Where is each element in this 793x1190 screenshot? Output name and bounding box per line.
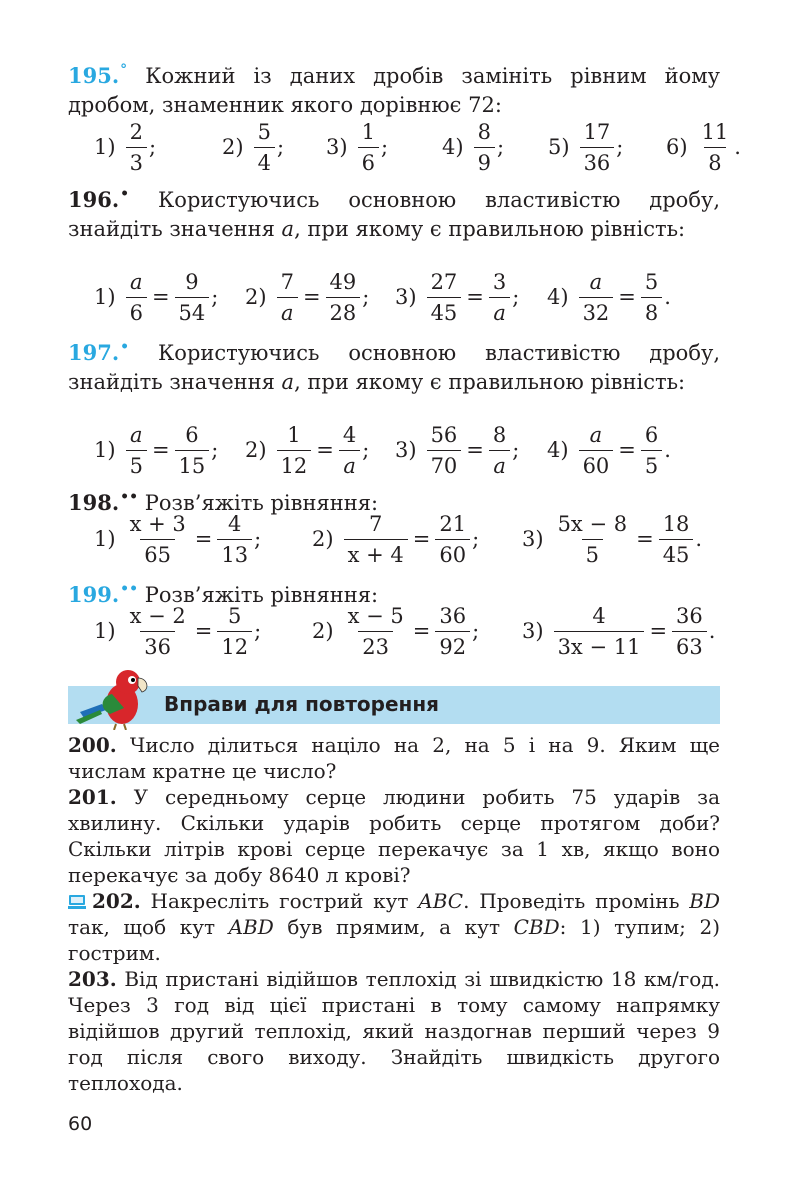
numerator: 8 bbox=[492, 422, 507, 447]
punctuation: ; bbox=[276, 135, 285, 159]
fraction bbox=[698, 119, 733, 176]
numerator: 1 bbox=[361, 119, 375, 144]
exercise-200-statement bbox=[68, 732, 720, 784]
angle-cbd: CBD bbox=[513, 915, 560, 939]
exercise-item bbox=[94, 419, 218, 481]
denominator: 6 bbox=[126, 297, 147, 326]
item-label: 6) bbox=[666, 135, 688, 159]
fraction-left bbox=[344, 603, 408, 660]
equals-sign: = bbox=[412, 527, 431, 551]
denominator: 5 bbox=[582, 539, 603, 568]
denominator: 12 bbox=[217, 631, 252, 660]
exercise-195-statement bbox=[68, 56, 720, 120]
exercise-item bbox=[245, 266, 369, 328]
fraction bbox=[254, 119, 275, 176]
numerator: 3 bbox=[492, 269, 507, 294]
numerator: 5 bbox=[644, 269, 659, 294]
page-number: 60 bbox=[68, 1113, 93, 1135]
numerator: a bbox=[589, 269, 603, 294]
item-label: 2) bbox=[312, 619, 334, 643]
section-banner bbox=[68, 686, 720, 724]
exercise-item bbox=[442, 116, 504, 178]
fraction-left bbox=[579, 269, 614, 326]
exercise-item bbox=[522, 600, 715, 662]
fraction bbox=[126, 119, 147, 176]
exercise-item bbox=[326, 116, 388, 178]
numerator: 17 bbox=[583, 119, 611, 144]
equals-sign: = bbox=[649, 619, 668, 643]
punctuation: ; bbox=[616, 135, 624, 159]
fraction-right bbox=[489, 422, 510, 479]
exercise-text: Кожний із даних дробів замініть рівним йому дробом, знаменник якого дорівнює 72: bbox=[68, 64, 720, 117]
exercise-195 bbox=[68, 56, 720, 120]
exercise-item bbox=[222, 116, 284, 178]
numerator: a bbox=[589, 422, 603, 447]
exercise-199-items bbox=[68, 600, 728, 662]
numerator: 21 bbox=[439, 511, 467, 536]
equals-sign: = bbox=[412, 619, 431, 643]
equals-sign: = bbox=[316, 438, 334, 462]
denominator: 70 bbox=[427, 450, 462, 479]
exercise-number: 202. bbox=[92, 889, 141, 913]
numerator: x + 3 bbox=[129, 511, 186, 536]
denominator: 8 bbox=[704, 147, 725, 176]
equals-sign: = bbox=[194, 619, 213, 643]
fraction-left bbox=[277, 422, 312, 479]
numerator: 11 bbox=[701, 119, 729, 144]
exercise-text: Користуючись основною властивістю дробу, знайдіть значення bbox=[68, 341, 720, 394]
exercise-number: 203. bbox=[68, 967, 117, 991]
denominator: 6 bbox=[358, 147, 379, 176]
numerator: a bbox=[129, 422, 143, 447]
exercise-number: 195.° bbox=[68, 62, 128, 88]
denominator: 36 bbox=[580, 147, 615, 176]
numerator: 6 bbox=[644, 422, 659, 447]
denominator: x + 4 bbox=[344, 539, 408, 568]
denominator: 65 bbox=[140, 539, 175, 568]
item-label: 1) bbox=[94, 285, 116, 309]
fraction-left bbox=[126, 422, 147, 479]
numerator: 27 bbox=[430, 269, 458, 294]
fraction-right bbox=[217, 511, 252, 568]
denominator: 54 bbox=[175, 297, 210, 326]
numerator: 36 bbox=[439, 603, 467, 628]
fraction-left bbox=[126, 603, 190, 660]
numerator: 5x − 8 bbox=[557, 511, 628, 536]
item-label: 3) bbox=[522, 527, 544, 551]
fraction bbox=[358, 119, 379, 176]
ray-bd: BD bbox=[689, 889, 720, 913]
fraction-left bbox=[126, 269, 147, 326]
text-part: . Проведіть промінь bbox=[463, 889, 690, 913]
item-label: 3) bbox=[395, 285, 417, 309]
denominator: 45 bbox=[427, 297, 462, 326]
punctuation: ; bbox=[472, 619, 480, 643]
exercise-text: Від пристані відійшов теплохід зі швидкістю 18 км/год. Через 3 год від цієї пристані в тому самому напрямку відійшов другий теплохід, який наздогнав перший через 9 год після свого виходу. Знайдіть швидкість другого теплохода. bbox=[68, 967, 720, 1095]
exercise-202-statement bbox=[68, 888, 720, 966]
exercise-197-items bbox=[68, 419, 728, 481]
punctuation: ; bbox=[362, 438, 370, 462]
exercise-number: 199.•• bbox=[68, 581, 139, 607]
numerator: 7 bbox=[280, 269, 294, 294]
denominator: 3x − 11 bbox=[554, 631, 645, 660]
exercise-196-statement bbox=[68, 180, 720, 244]
exercise-200 bbox=[68, 732, 720, 784]
punctuation: ; bbox=[211, 438, 219, 462]
exercise-201-statement bbox=[68, 784, 720, 888]
punctuation: ; bbox=[148, 135, 157, 159]
punctuation: . bbox=[664, 285, 671, 309]
numerator: 5 bbox=[228, 603, 242, 628]
exercise-item bbox=[395, 266, 519, 328]
fraction-left bbox=[579, 422, 614, 479]
denominator: a bbox=[489, 450, 510, 479]
fraction-right bbox=[435, 511, 470, 568]
equals-sign: = bbox=[618, 438, 636, 462]
exercise-item bbox=[547, 266, 671, 328]
denominator: a bbox=[277, 297, 298, 326]
item-label: 1) bbox=[94, 135, 116, 159]
fraction-left bbox=[554, 511, 632, 568]
exercise-198-items bbox=[68, 508, 728, 570]
equals-sign: = bbox=[466, 438, 484, 462]
equals-sign: = bbox=[466, 285, 484, 309]
denominator: 60 bbox=[579, 450, 614, 479]
item-label: 4) bbox=[442, 135, 464, 159]
denominator: 3 bbox=[126, 147, 147, 176]
computer-icon bbox=[68, 895, 86, 909]
text-part: так, щоб кут bbox=[68, 915, 229, 939]
denominator: a bbox=[339, 450, 360, 479]
fraction bbox=[474, 119, 495, 176]
fraction-right bbox=[326, 269, 361, 326]
fraction-right bbox=[641, 422, 662, 479]
exercise-203-statement bbox=[68, 966, 720, 1096]
denominator: 63 bbox=[672, 631, 707, 660]
item-label: 1) bbox=[94, 619, 116, 643]
exercise-text: Число ділиться націло на 2, на 5 і на 9. Яким ще числам кратне це число? bbox=[68, 733, 720, 783]
punctuation: ; bbox=[254, 527, 262, 551]
exercise-197 bbox=[68, 333, 720, 397]
denominator: 45 bbox=[659, 539, 694, 568]
item-label: 3) bbox=[522, 619, 544, 643]
angle-abd: ABD bbox=[228, 915, 274, 939]
item-label: 5) bbox=[548, 135, 570, 159]
numerator: 9 bbox=[185, 269, 199, 294]
numerator: 56 bbox=[430, 422, 458, 447]
numerator: x − 5 bbox=[347, 603, 404, 628]
exercise-number: 200. bbox=[68, 733, 117, 757]
equals-sign: = bbox=[194, 527, 213, 551]
exercise-item bbox=[312, 600, 479, 662]
numerator: 4 bbox=[342, 422, 357, 447]
denominator: 36 bbox=[140, 631, 175, 660]
equals-sign: = bbox=[151, 438, 170, 462]
text-part: Накресліть гострий кут bbox=[150, 889, 419, 913]
item-label: 2) bbox=[312, 527, 334, 551]
numerator: 2 bbox=[129, 119, 143, 144]
exercise-number: 197.• bbox=[68, 339, 130, 365]
punctuation: ; bbox=[254, 619, 262, 643]
exercise-item bbox=[547, 419, 671, 481]
exercise-197-statement bbox=[68, 333, 720, 397]
exercise-number: 198.•• bbox=[68, 489, 139, 515]
item-label: 4) bbox=[547, 285, 569, 309]
denominator: 8 bbox=[641, 297, 662, 326]
denominator: a bbox=[489, 297, 510, 326]
exercise-196 bbox=[68, 180, 720, 244]
numerator: 4 bbox=[228, 511, 242, 536]
numerator: 1 bbox=[287, 422, 301, 447]
exercise-item bbox=[94, 266, 218, 328]
numerator: 18 bbox=[662, 511, 690, 536]
fraction-right bbox=[435, 603, 470, 660]
item-label: 2) bbox=[245, 438, 267, 462]
numerator: 8 bbox=[477, 119, 491, 144]
fraction-left bbox=[344, 511, 408, 568]
numerator: a bbox=[129, 269, 143, 294]
denominator: 12 bbox=[277, 450, 312, 479]
equals-sign: = bbox=[302, 285, 321, 309]
numerator: 5 bbox=[257, 119, 271, 144]
punctuation: . bbox=[664, 438, 671, 462]
punctuation: . bbox=[695, 527, 703, 551]
item-label: 2) bbox=[245, 285, 267, 309]
exercise-item bbox=[245, 419, 369, 481]
exercise-number: 201. bbox=[68, 785, 117, 809]
exercise-text: Розв’яжіть рівняння: bbox=[144, 583, 379, 607]
punctuation: ; bbox=[472, 527, 480, 551]
fraction-right bbox=[175, 269, 210, 326]
exercise-item bbox=[666, 116, 741, 178]
fraction-left bbox=[277, 269, 298, 326]
denominator: 92 bbox=[435, 631, 470, 660]
exercise-item bbox=[94, 508, 261, 570]
equals-sign: = bbox=[151, 285, 170, 309]
exercise-item bbox=[395, 419, 519, 481]
denominator: 60 bbox=[435, 539, 470, 568]
exercise-text-end: , при якому є правильною рівність: bbox=[294, 217, 686, 241]
punctuation: . bbox=[708, 619, 716, 643]
denominator: 4 bbox=[254, 147, 275, 176]
exercise-item bbox=[94, 600, 261, 662]
denominator: 5 bbox=[641, 450, 662, 479]
exercise-text-end: , при якому є правильною рівність: bbox=[294, 370, 686, 394]
section-title: Вправи для повторення bbox=[164, 692, 440, 716]
exercise-text: Користуючись основною властивістю дробу, знайдіть значення bbox=[68, 188, 720, 241]
exercise-item bbox=[548, 116, 623, 178]
variable-a: a bbox=[281, 370, 295, 394]
exercise-201 bbox=[68, 784, 720, 888]
numerator: 49 bbox=[329, 269, 357, 294]
numerator: 4 bbox=[592, 603, 606, 628]
denominator: 13 bbox=[217, 539, 252, 568]
fraction-right bbox=[217, 603, 252, 660]
punctuation: ; bbox=[211, 285, 219, 309]
parrot-icon bbox=[72, 664, 156, 730]
fraction-right bbox=[489, 269, 510, 326]
exercise-number: 196.• bbox=[68, 186, 130, 212]
fraction bbox=[580, 119, 615, 176]
denominator: 23 bbox=[358, 631, 393, 660]
numerator: 7 bbox=[368, 511, 383, 536]
item-label: 3) bbox=[326, 135, 348, 159]
fraction-right bbox=[339, 422, 360, 479]
exercise-text: Розв’яжіть рівняння: bbox=[144, 491, 379, 515]
item-label: 4) bbox=[547, 438, 569, 462]
fraction-left bbox=[554, 603, 645, 660]
item-label: 1) bbox=[94, 438, 116, 462]
punctuation: . bbox=[734, 135, 741, 159]
punctuation: ; bbox=[362, 285, 370, 309]
denominator: 32 bbox=[579, 297, 614, 326]
denominator: 15 bbox=[175, 450, 210, 479]
equals-sign: = bbox=[636, 527, 654, 551]
fraction-left bbox=[126, 511, 190, 568]
variable-a: a bbox=[281, 217, 295, 241]
exercise-195-items bbox=[68, 116, 741, 178]
fraction-right bbox=[175, 422, 210, 479]
punctuation: ; bbox=[496, 135, 505, 159]
item-label: 2) bbox=[222, 135, 244, 159]
fraction-right bbox=[641, 269, 662, 326]
text-part: : 1) тупим; 2) гострим. bbox=[68, 915, 720, 965]
exercise-item bbox=[94, 116, 156, 178]
exercise-196-items bbox=[68, 266, 728, 328]
exercise-item bbox=[522, 508, 702, 570]
numerator: 6 bbox=[185, 422, 199, 447]
angle-abc: ABC bbox=[418, 889, 464, 913]
punctuation: ; bbox=[512, 438, 520, 462]
exercise-item bbox=[312, 508, 479, 570]
fraction-right bbox=[672, 603, 707, 660]
punctuation: ; bbox=[512, 285, 520, 309]
fraction-left bbox=[427, 269, 462, 326]
item-label: 3) bbox=[395, 438, 417, 462]
item-label: 1) bbox=[94, 527, 116, 551]
denominator: 5 bbox=[126, 450, 147, 479]
numerator: x − 2 bbox=[129, 603, 186, 628]
text-part: був прямим, а кут bbox=[273, 915, 514, 939]
exercise-203 bbox=[68, 966, 720, 1096]
exercise-202 bbox=[68, 888, 720, 966]
exercise-text: У середньому серце людини робить 75 ударів за хвилину. Скільки ударів робить серце протягом доби? Скільки літрів крові серце перекачує за 1 хв, якщо воно перекачує за добу 8640 л крові? bbox=[68, 785, 720, 887]
denominator: 28 bbox=[326, 297, 361, 326]
punctuation: ; bbox=[380, 135, 389, 159]
numerator: 36 bbox=[676, 603, 703, 628]
equals-sign: = bbox=[618, 285, 636, 309]
fraction-left bbox=[427, 422, 462, 479]
fraction-right bbox=[659, 511, 694, 568]
denominator: 9 bbox=[474, 147, 495, 176]
